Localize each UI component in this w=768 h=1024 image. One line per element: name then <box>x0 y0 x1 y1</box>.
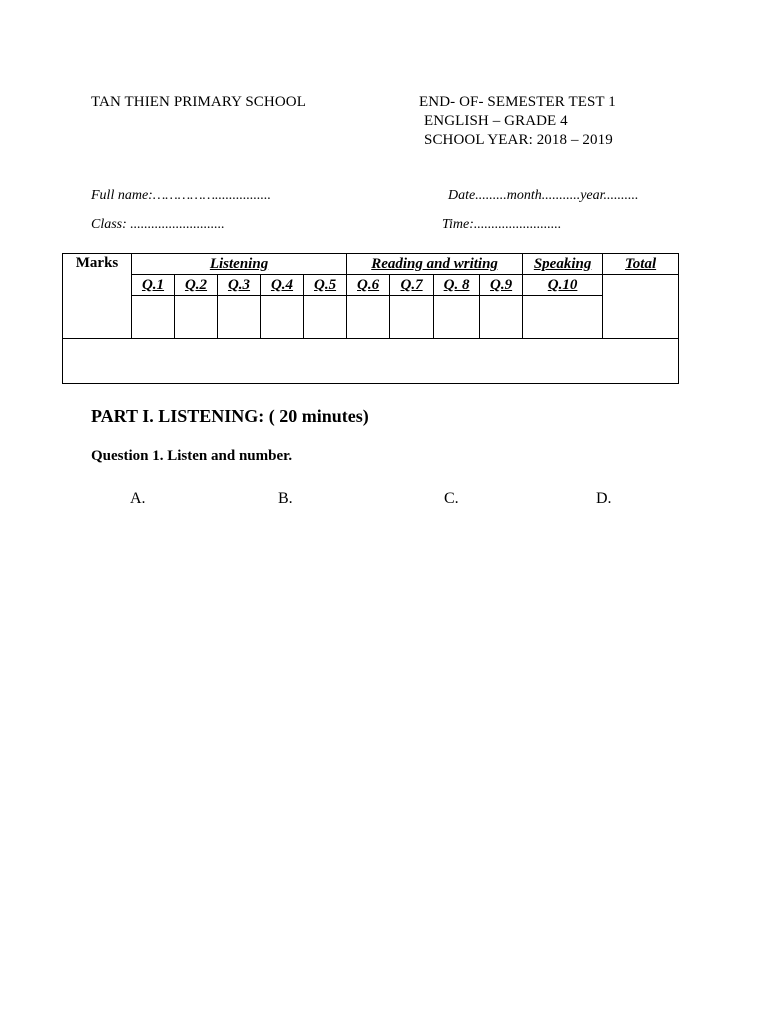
total-score-cell <box>603 275 679 339</box>
school-name: TAN THIEN PRIMARY SCHOOL <box>91 94 306 110</box>
school-year: SCHOOL YEAR: 2018 – 2019 <box>424 132 613 148</box>
option-d: D. <box>596 490 612 507</box>
score-cell <box>523 296 603 339</box>
question-header: Q.10 <box>523 275 603 296</box>
score-cell <box>261 296 304 339</box>
option-a: A. <box>130 490 146 507</box>
score-cell <box>132 296 175 339</box>
question-header: Q.4 <box>261 275 304 296</box>
score-cell <box>390 296 434 339</box>
score-cell <box>434 296 480 339</box>
question-header: Q.3 <box>218 275 261 296</box>
section-total: Total <box>603 254 679 275</box>
question1-title: Question 1. Listen and number. <box>91 448 293 464</box>
time-field: Time:......................... <box>442 217 562 232</box>
option-c: C. <box>444 490 459 507</box>
section-speaking: Speaking <box>523 254 603 275</box>
date-field: Date.........month...........year.......... <box>448 188 639 203</box>
question-header: Q.1 <box>132 275 175 296</box>
option-b: B. <box>278 490 293 507</box>
score-cell <box>175 296 218 339</box>
part1-title: PART I. LISTENING: ( 20 minutes) <box>91 406 369 426</box>
section-listening: Listening <box>132 254 347 275</box>
section-reading-writing: Reading and writing <box>347 254 523 275</box>
class-field: Class: ........................... <box>91 217 225 232</box>
question-header: Q.9 <box>480 275 523 296</box>
score-cell <box>480 296 523 339</box>
question-header: Q.2 <box>175 275 218 296</box>
score-cell <box>218 296 261 339</box>
question-header: Q. 8 <box>434 275 480 296</box>
question-header: Q.6 <box>347 275 390 296</box>
full-name-field: Full name:……………................ <box>91 188 272 203</box>
score-cell <box>347 296 390 339</box>
test-title: END- OF- SEMESTER TEST 1 <box>419 94 616 110</box>
comments-cell <box>63 339 679 384</box>
marks-label: Marks <box>63 254 132 339</box>
question-header: Q.5 <box>304 275 347 296</box>
subject-grade: ENGLISH – GRADE 4 <box>424 113 568 129</box>
question-header: Q.7 <box>390 275 434 296</box>
score-cell <box>304 296 347 339</box>
marks-table <box>62 253 679 384</box>
